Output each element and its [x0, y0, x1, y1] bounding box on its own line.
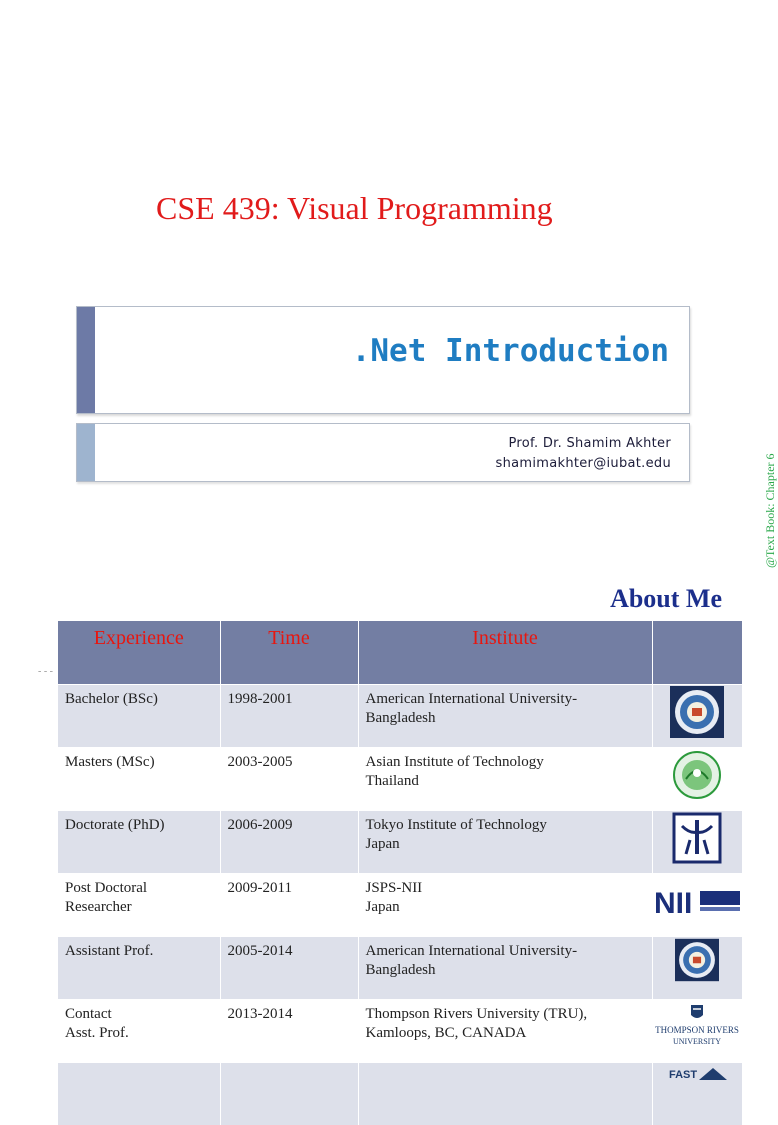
table-row [58, 874, 742, 937]
svg-text:THOMPSON RIVERS: THOMPSON RIVERS [655, 1025, 739, 1035]
author-email: shamimakhter@iubat.edu [496, 454, 671, 474]
author-name: Prof. Dr. Shamim Akhter [496, 434, 671, 454]
table-row [58, 937, 742, 1000]
experience-cell [58, 874, 220, 937]
institute-line: American International University- [366, 942, 645, 961]
institute-line: Bangladesh [366, 961, 645, 980]
logo-cell [652, 811, 742, 874]
time-cell: 2009-2011 [220, 874, 358, 937]
table-header-row [58, 621, 742, 685]
author-box [76, 423, 690, 482]
table-row [58, 1063, 742, 1125]
institute-line: Tokyo Institute of Technology [366, 816, 645, 835]
logo-cell [652, 874, 742, 937]
textbook-side-note: @Text Book: Chapter 6 [763, 453, 778, 568]
experience-cell [58, 1000, 220, 1063]
institute-cell [358, 1063, 652, 1125]
institute-line: American International University- [366, 690, 645, 709]
institute-line: Japan [366, 835, 645, 854]
institute-cell [358, 748, 652, 811]
logo-cell [652, 1000, 742, 1063]
logo-cell [652, 685, 742, 748]
institute-line: Bangladesh [366, 709, 645, 728]
about-heading: About Me [610, 584, 722, 614]
time-cell: 2003-2005 [220, 748, 358, 811]
ait-logo [670, 749, 724, 801]
institute-cell [358, 811, 652, 874]
header-institute: Institute [358, 621, 652, 685]
titech-logo [670, 812, 724, 864]
experience-cell: Assistant Prof. [58, 937, 220, 1000]
institute-line: Japan [366, 898, 645, 917]
institute-cell [358, 937, 652, 1000]
table-row [58, 685, 742, 748]
experience-line: Post Doctoral [65, 879, 213, 898]
institute-line: Thompson Rivers University (TRU), [366, 1005, 645, 1024]
header-logo [652, 621, 742, 685]
institute-line: Thailand [366, 772, 645, 791]
institute-line: Kamloops, BC, CANADA [366, 1024, 645, 1043]
subtitle: .Net Introduction [352, 333, 669, 369]
experience-cell: Bachelor (BSc) [58, 685, 220, 748]
aiub-seal-logo [675, 938, 719, 982]
logo-cell [652, 1063, 742, 1125]
time-cell: 2005-2014 [220, 937, 358, 1000]
institute-cell [358, 685, 652, 748]
divider-dashes: - - - [38, 666, 53, 677]
subtitle-box [76, 306, 690, 414]
experience-cell [58, 1063, 220, 1125]
table-row [58, 811, 742, 874]
institute-cell [358, 1000, 652, 1063]
experience-line: Researcher [65, 898, 213, 917]
table-row [58, 748, 742, 811]
aiub-seal-logo [670, 686, 724, 738]
tru-logo [657, 1001, 737, 1053]
time-cell [220, 1063, 358, 1125]
institute-cell [358, 874, 652, 937]
logo-cell [652, 937, 742, 1000]
fast-logo [657, 1064, 737, 1116]
time-cell: 1998-2001 [220, 685, 358, 748]
time-cell: 2013-2014 [220, 1000, 358, 1063]
svg-text:UNIVERSITY: UNIVERSITY [673, 1037, 721, 1046]
institute-line: JSPS-NII [366, 879, 645, 898]
nii-logo [654, 875, 740, 927]
institute-line: Asian Institute of Technology [366, 753, 645, 772]
svg-text:NII: NII [654, 887, 692, 920]
experience-cell: Masters (MSc) [58, 748, 220, 811]
header-experience: Experience [58, 621, 220, 685]
experience-line: Asst. Prof. [65, 1024, 213, 1043]
logo-cell [652, 748, 742, 811]
author-accent-bar [77, 424, 95, 481]
course-title: CSE 439: Visual Programming [156, 190, 553, 227]
header-time: Time [220, 621, 358, 685]
subtitle-accent-bar [77, 307, 95, 413]
experience-table [58, 621, 743, 1125]
experience-cell: Doctorate (PhD) [58, 811, 220, 874]
table-row [58, 1000, 742, 1063]
svg-text:FAST: FAST [669, 1069, 697, 1081]
experience-line: Contact [65, 1005, 213, 1024]
time-cell: 2006-2009 [220, 811, 358, 874]
